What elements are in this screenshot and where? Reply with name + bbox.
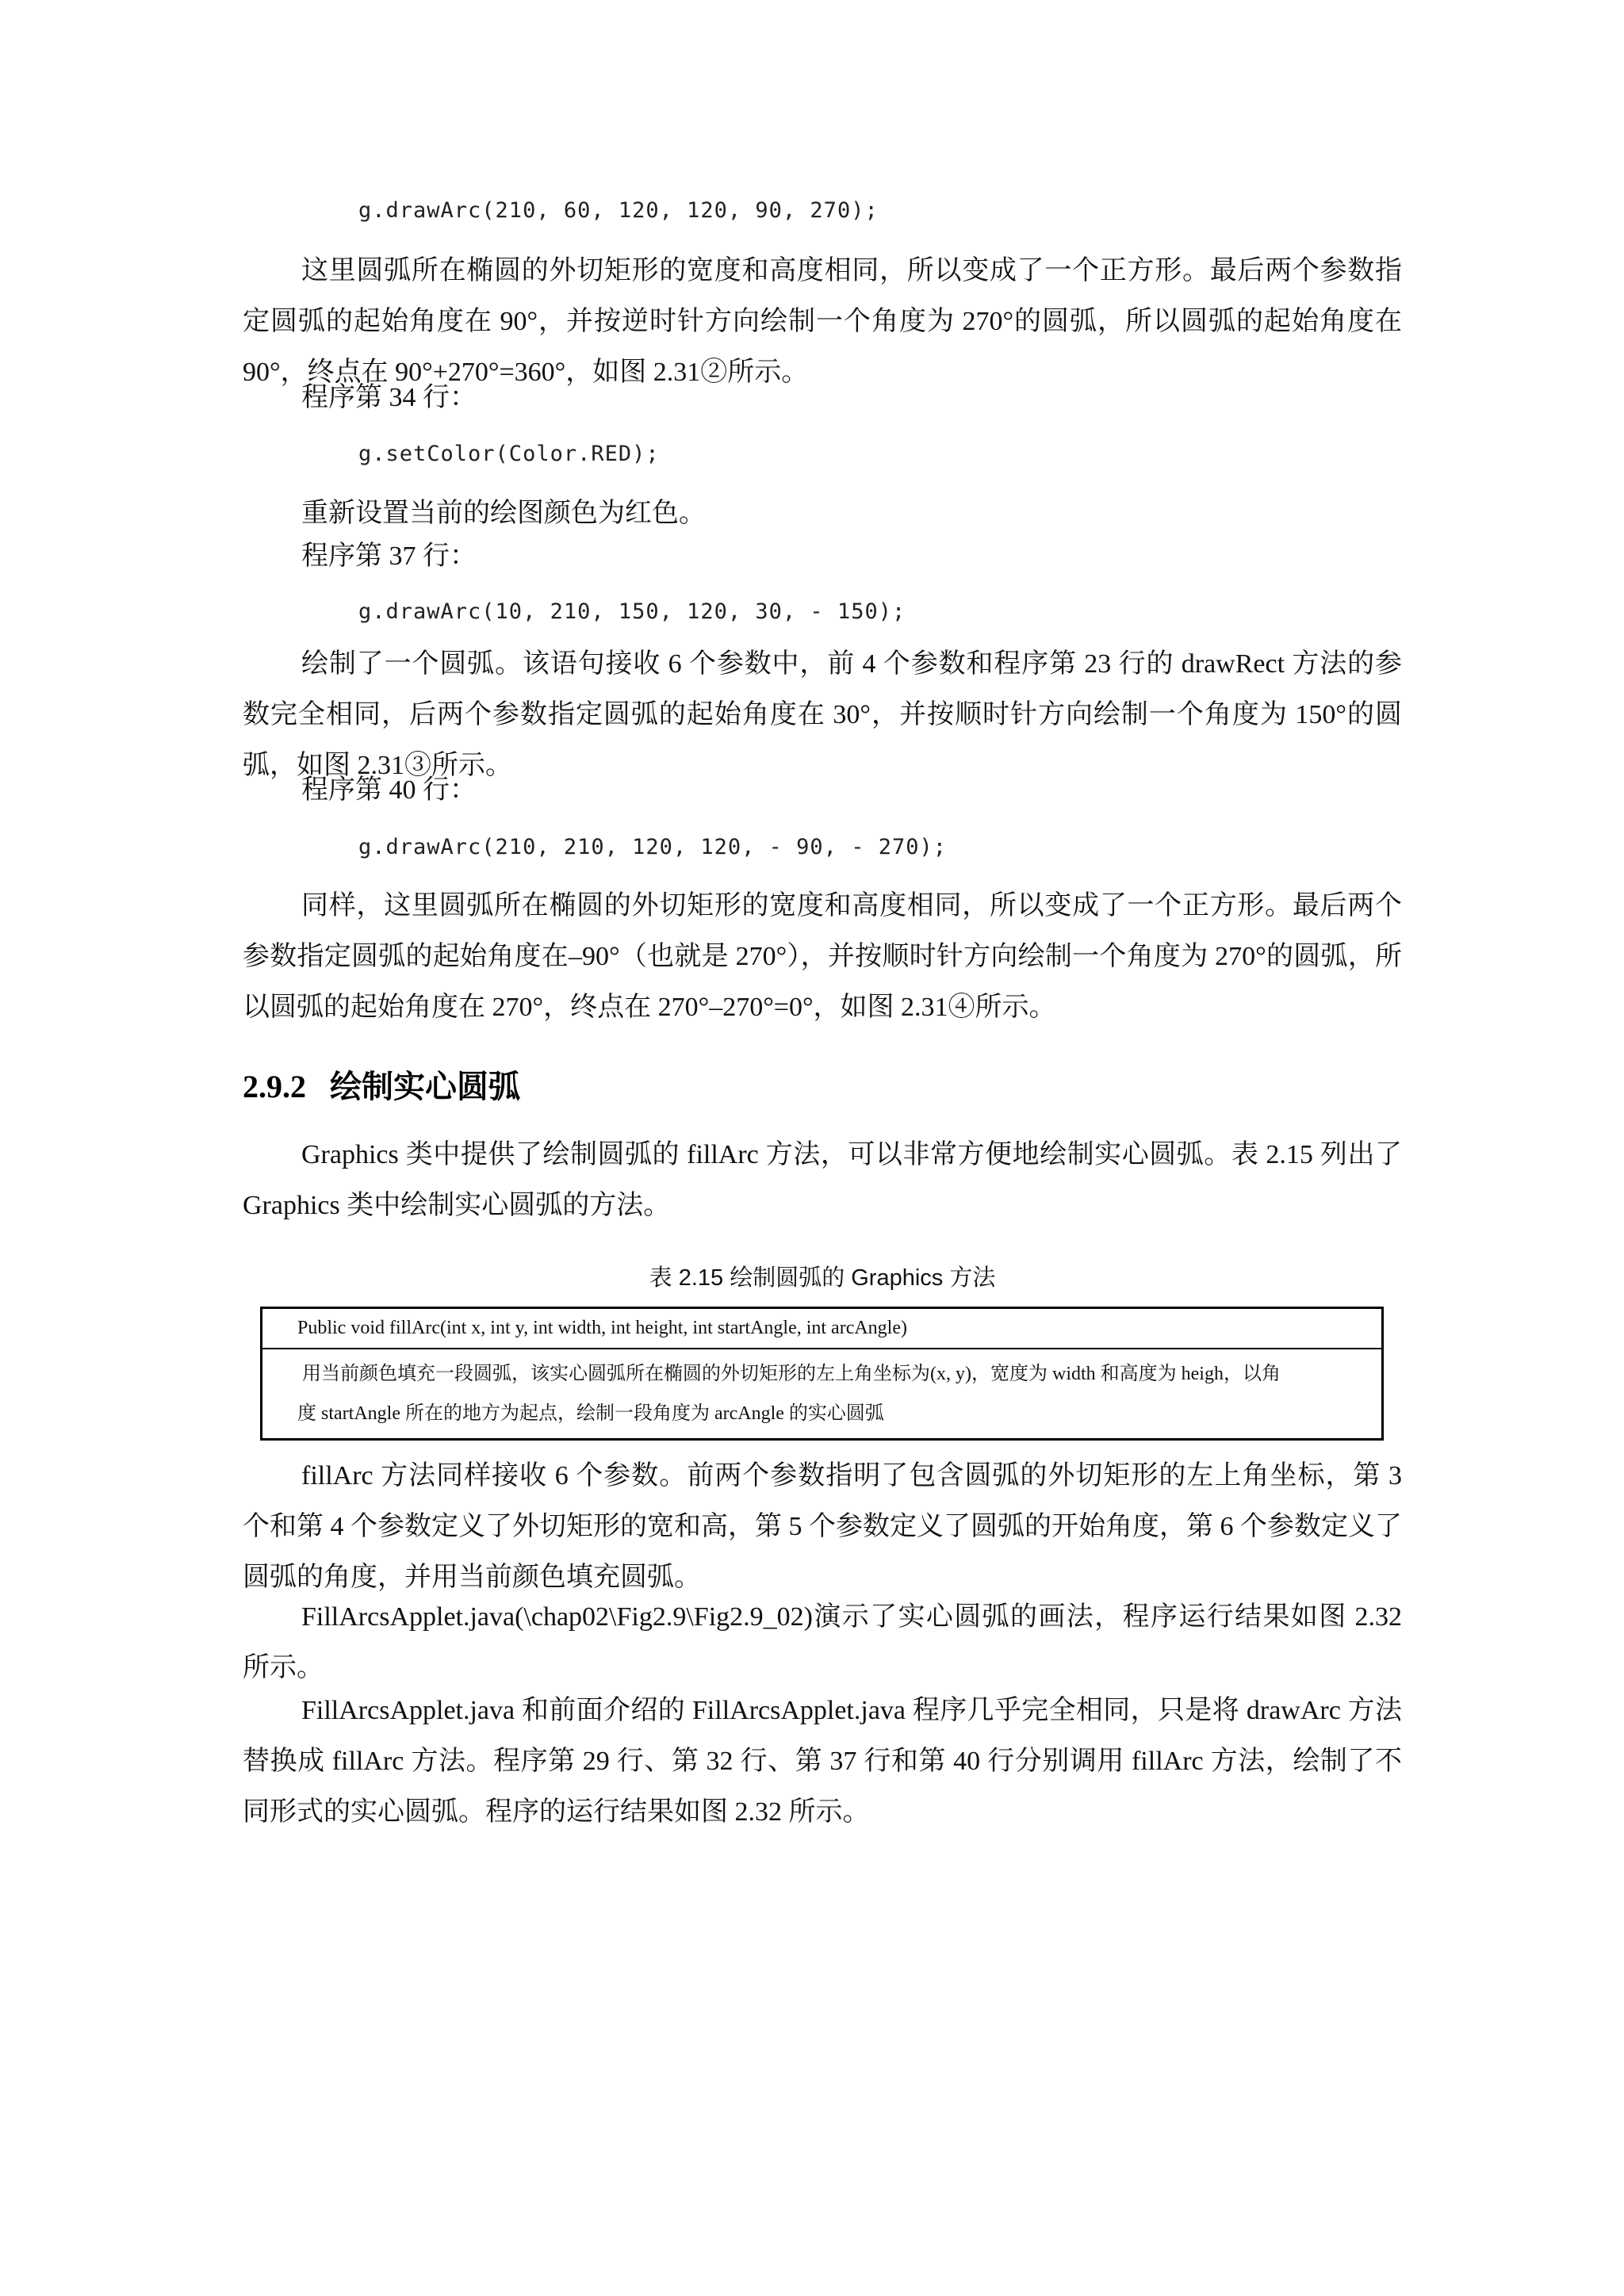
paragraph-fillarc-intro: Graphics 类中提供了绘制圆弧的 fillArc 方法，可以非常方便地绘制实心圆弧。表 2.15 列出了 Graphics 类中绘制实心圆弧的方法。 (243, 1140, 1402, 1220)
paragraph-fillarcs-applet-comparison: FillArcsApplet.java 和前面介绍的 FillArcsApplet.java 程序几乎完全相同，只是将 drawArc 方法替换成 fillArc 方法。程序第 29 行、第 32 行、第 37 行和第 40 行分别调用 fillArc 方法，绘制了不同形式的实心圆弧。程序的运行结果如图 2.32 所示。 (243, 1696, 1402, 1827)
paragraph-negative-angle-arc: 同样，这里圆弧所在椭圆的外切矩形的宽度和高度相同，所以变成了一个正方形。最后两个参数指定圆弧的起始角度在–90°（也就是 270°），并按顺时针方向绘制一个角度为 270°的圆弧，所以圆弧的起始角度在 270°，终点在 270°–270°=0°，如图 2.31④所示。 (243, 891, 1402, 1022)
table-row-signature: Public void fillArc(int x, int y, int width, int height, int startAngle, int arcAngle) (262, 1309, 1381, 1349)
table-description-line-1: 用当前颜色填充一段圆弧，该实心圆弧所在椭圆的外切矩形的左上角坐标为(x, y)，宽度为 width 和高度为 heigh，以角 (302, 1364, 1281, 1384)
method-table (260, 1307, 1384, 1441)
program-line-37-label: 程序第 37 行： (301, 541, 477, 571)
paragraph-square-arc: 这里圆弧所在椭圆的外切矩形的宽度和高度相同，所以变成了一个正方形。最后两个参数指定圆弧的起始角度在 90°，并按逆时针方向绘制一个角度为 270°的圆弧，所以圆弧的起始角度在 90°，终点在 90°+270°=360°，如图 2.31②所示。 (243, 256, 1402, 387)
table-row-description (262, 1349, 1381, 1438)
paragraph-draw-arc-explanation: 绘制了一个圆弧。该语句接收 6 个参数中，前 4 个参数和程序第 23 行的 drawRect 方法的参数完全相同，后两个参数指定圆弧的起始角度在 30°，并按顺时针方向绘制一个角度为 150°的圆弧，如图 2.31③所示。 (243, 649, 1402, 780)
code-line-draw-arc-1: g.drawArc(210, 60, 120, 120, 90, 270); (358, 198, 879, 223)
code-line-draw-arc-2: g.drawArc(10, 210, 150, 120, 30, - 150); (358, 599, 906, 624)
section-heading-2-9-2: 2.9.2 绘制实心圆弧 (243, 1069, 520, 1104)
table-caption: 表 2.15 绘制圆弧的 Graphics 方法 (649, 1265, 996, 1291)
table-description-line-2: 度 startAngle 所在的地方为起点，绘制一段角度为 arcAngle 的实心圆弧 (297, 1403, 884, 1424)
paragraph-fillarc-parameters: fillArc 方法同样接收 6 个参数。前两个参数指明了包含圆弧的外切矩形的左上角坐标，第 3 个和第 4 个参数定义了外切矩形的宽和高，第 5 个参数定义了圆弧的开始角度，第 6 个参数定义了圆弧的角度，并用当前颜色填充圆弧。 (243, 1461, 1402, 1592)
code-line-draw-arc-3: g.drawArc(210, 210, 120, 120, - 90, - 270); (358, 835, 947, 859)
program-line-40-label: 程序第 40 行： (301, 775, 477, 805)
paragraph-reset-color: 重新设置当前的绘图颜色为红色。 (301, 499, 706, 528)
code-line-set-color: g.setColor(Color.RED); (358, 442, 660, 466)
paragraph-fillarcs-applet-demo: FillArcsApplet.java(\chap02\Fig2.9\Fig2.9_02)演示了实心圆弧的画法，程序运行结果如图 2.32 所示。 (243, 1602, 1402, 1682)
program-line-34-label: 程序第 34 行： (301, 383, 477, 412)
